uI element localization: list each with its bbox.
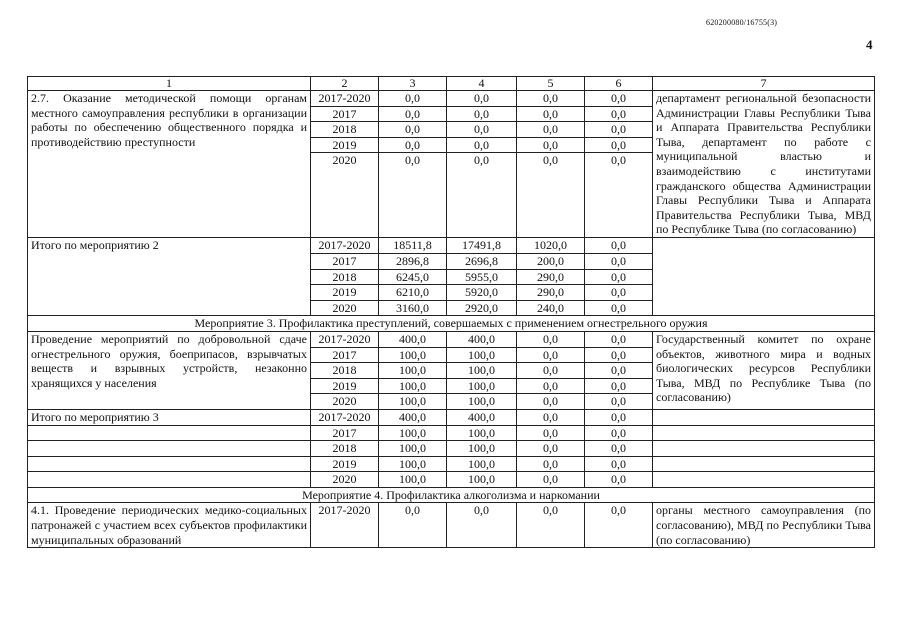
total_3-row-4-c4: 100,0 [447, 472, 517, 488]
total-2-label: Итого по мероприятию 2 [28, 238, 311, 316]
block_2_7-row-2-c4: 0,0 [447, 122, 517, 138]
section_3-row-3-c4: 100,0 [447, 378, 517, 394]
total_2-row-0-c5: 1020,0 [517, 238, 585, 254]
block_2_7-row-4-c4: 0,0 [447, 153, 517, 238]
total_3-row-1-c5: 0,0 [517, 425, 585, 441]
measure-3-description: Проведение мероприятий по добровольной сдаче огнестрельного оружия, боеприпасов, взрывчатых веществ и взрывных устройств, незаконно хранящихся у населения [28, 331, 311, 409]
section_3-row-2-c3: 100,0 [379, 363, 447, 379]
total_2-row-3-c4: 5920,0 [447, 285, 517, 301]
total_3-row-0-period: 2017-2020 [311, 409, 379, 425]
total_3-row-3-period: 2019 [311, 456, 379, 472]
header-col-4: 4 [447, 77, 517, 91]
total_2-row-4-c4: 2920,0 [447, 300, 517, 316]
total_3-executor-empty-2 [653, 441, 875, 457]
section_3-row [28, 331, 875, 347]
total_3-row-1-c4: 100,0 [447, 425, 517, 441]
total_2-row-4-c3: 3160,0 [379, 300, 447, 316]
total_2-row-1-c5: 200,0 [517, 253, 585, 269]
total_2-row-4-c6: 0,0 [585, 300, 653, 316]
total_3-row-0-c6: 0,0 [585, 409, 653, 425]
total_2-row-4-period: 2020 [311, 300, 379, 316]
section_3-row-1-c4: 100,0 [447, 347, 517, 363]
block_2_7-row-0-c3: 0,0 [379, 91, 447, 107]
section-3-title: Мероприятие 3. Профилактика преступлений, совершаемых с применением огнестрельного оружия [28, 316, 875, 332]
total_2-row-2-c4: 5955,0 [447, 269, 517, 285]
block_2_7-row-3-c3: 0,0 [379, 137, 447, 153]
section_3-row-0-c3: 400,0 [379, 331, 447, 347]
total_2-row-0-period: 2017-2020 [311, 238, 379, 254]
block_2_7-row-1-c6: 0,0 [585, 106, 653, 122]
total_3-row-1-period: 2017 [311, 425, 379, 441]
total_3-row-2-c3: 100,0 [379, 441, 447, 457]
header-col-6: 6 [585, 77, 653, 91]
block_2_7-row-3-period: 2019 [311, 137, 379, 153]
block_2_7-row-1-c5: 0,0 [517, 106, 585, 122]
total_3-row [28, 441, 875, 457]
total_2-row [28, 238, 875, 254]
block_2_7-row-4-period: 2020 [311, 153, 379, 238]
block_2_7-row-0-c4: 0,0 [447, 91, 517, 107]
section_3-row-3-c6: 0,0 [585, 378, 653, 394]
section-4-row [28, 487, 875, 503]
block_2_7-row-1-c3: 0,0 [379, 106, 447, 122]
block_2_7-row-4-c6: 0,0 [585, 153, 653, 238]
total_3-row-1-c6: 0,0 [585, 425, 653, 441]
header-col-5: 5 [517, 77, 585, 91]
total_2-row-0-c4: 17491,8 [447, 238, 517, 254]
block_2_7-row-0-c5: 0,0 [517, 91, 585, 107]
block_2_7-row-1-c4: 0,0 [447, 106, 517, 122]
total_3-row-0-c3: 400,0 [379, 409, 447, 425]
section_3-row-4-c4: 100,0 [447, 394, 517, 410]
measure-4-1-c5: 0,0 [517, 503, 585, 548]
total_2-row-0-c3: 18511,8 [379, 238, 447, 254]
program-table [27, 76, 875, 548]
total_3-row-4-c5: 0,0 [517, 472, 585, 488]
total_3-row-3-c4: 100,0 [447, 456, 517, 472]
total_3-row-3-c5: 0,0 [517, 456, 585, 472]
block_2_7-row-0-period: 2017-2020 [311, 91, 379, 107]
header-col-3: 3 [379, 77, 447, 91]
block_2_7-row-2-c6: 0,0 [585, 122, 653, 138]
total_3-row [28, 425, 875, 441]
page-number: 4 [866, 37, 873, 52]
section_3-row-1-c5: 0,0 [517, 347, 585, 363]
total-3-label-empty-4 [28, 472, 311, 488]
block_2_7-row-4-c3: 0,0 [379, 153, 447, 238]
measure-4-1-period: 2017-2020 [311, 503, 379, 548]
measure-4-1-executor: органы местного самоуправления (по согласованию), МВД по Республики Тыва (по согласованию) [653, 503, 875, 548]
section_3-row-1-c6: 0,0 [585, 347, 653, 363]
block_2_7-row-2-c3: 0,0 [379, 122, 447, 138]
measure-2-7-description: 2.7. Оказание методической помощи органам местного самоуправления республики в организации работы по обеспечению общественного порядка и противодействию преступности [28, 91, 311, 238]
total_3-executor-empty-4 [653, 472, 875, 488]
header-col-2: 2 [311, 77, 379, 91]
total_2-row-1-c4: 2696,8 [447, 253, 517, 269]
block_2_7-row-3-c5: 0,0 [517, 137, 585, 153]
measure-3-executor: Государственный комитет по охране объектов, животного мира и водных биологических ресурсов Республики Тыва, МВД по Республике Тыва (по согласованию) [653, 331, 875, 409]
block_2_7-row-1-period: 2017 [311, 106, 379, 122]
total_2-row-3-c5: 290,0 [517, 285, 585, 301]
section_3-row-0-c6: 0,0 [585, 331, 653, 347]
section_3-row-2-c6: 0,0 [585, 363, 653, 379]
section_3-row-0-c5: 0,0 [517, 331, 585, 347]
measure-4-1-description: 4.1. Проведение периодических медико-социальных патронажей с участием всех субъектов профилактики муниципальных образований [28, 503, 311, 548]
block_2_7-row-0-c6: 0,0 [585, 91, 653, 107]
measure-4-1-row [28, 503, 875, 548]
total_3-executor-empty-3 [653, 456, 875, 472]
total_2-row-3-period: 2019 [311, 285, 379, 301]
block_2_7-row [28, 91, 875, 107]
total_3-executor-empty-1 [653, 425, 875, 441]
measure-4-1-c6: 0,0 [585, 503, 653, 548]
total_2-row-2-period: 2018 [311, 269, 379, 285]
block_2_7-row-3-c6: 0,0 [585, 137, 653, 153]
measure-4-1-c3: 0,0 [379, 503, 447, 548]
measure-2-7-executor: департамент региональной безопасности Администрации Главы Республики Тыва и Аппарата Правительства Республики Тыва, департамент по работе с муниципальной властью и взаимодействию с институтами гражданского общества Администрации Главы Республики Тыва и Аппарата Правительства Республики Тыва, МВД по Республике Тыва (по согласованию) [653, 91, 875, 238]
total_3-executor-empty-0 [653, 409, 875, 425]
total_3-row-0-c4: 400,0 [447, 409, 517, 425]
total_2-row-1-c6: 0,0 [585, 253, 653, 269]
total_3-row-4-c6: 0,0 [585, 472, 653, 488]
total_2-row-2-c6: 0,0 [585, 269, 653, 285]
section_3-row-0-c4: 400,0 [447, 331, 517, 347]
block_2_7-row-4-c5: 0,0 [517, 153, 585, 238]
total_3-row-4-period: 2020 [311, 472, 379, 488]
total_3-row-0-c5: 0,0 [517, 409, 585, 425]
header-col-1: 1 [28, 77, 311, 91]
section-4-title: Мероприятие 4. Профилактика алкоголизма и наркомании [28, 487, 875, 503]
section_3-row-1-c3: 100,0 [379, 347, 447, 363]
block_2_7-row-3-c4: 0,0 [447, 137, 517, 153]
section_3-row-4-c3: 100,0 [379, 394, 447, 410]
header-row [28, 77, 875, 91]
total-3-label-empty-3 [28, 456, 311, 472]
section_3-row-1-period: 2017 [311, 347, 379, 363]
total-3-label-empty-1 [28, 425, 311, 441]
total_3-row-2-period: 2018 [311, 441, 379, 457]
section_3-row-2-c5: 0,0 [517, 363, 585, 379]
total_3-row [28, 456, 875, 472]
section_3-row-4-period: 2020 [311, 394, 379, 410]
total_2-row-3-c6: 0,0 [585, 285, 653, 301]
total_2-row-2-c5: 290,0 [517, 269, 585, 285]
total_3-row [28, 409, 875, 425]
total_3-row-3-c3: 100,0 [379, 456, 447, 472]
total-2-executor-empty [653, 238, 875, 316]
total-3-label: Итого по мероприятию 3 [28, 409, 311, 425]
section_3-row-3-c3: 100,0 [379, 378, 447, 394]
document-code: 620200080/16755(3) [706, 18, 778, 27]
total_2-row-2-c3: 6245,0 [379, 269, 447, 285]
total_3-row-4-c3: 100,0 [379, 472, 447, 488]
total_2-row-1-c3: 2896,8 [379, 253, 447, 269]
total_3-row-1-c3: 100,0 [379, 425, 447, 441]
total_2-row-1-period: 2017 [311, 253, 379, 269]
section_3-row-0-period: 2017-2020 [311, 331, 379, 347]
total_3-row-2-c6: 0,0 [585, 441, 653, 457]
section_3-row-3-c5: 0,0 [517, 378, 585, 394]
section_3-row-2-c4: 100,0 [447, 363, 517, 379]
block_2_7-row-2-c5: 0,0 [517, 122, 585, 138]
section-3-row [28, 316, 875, 332]
total_3-row-3-c6: 0,0 [585, 456, 653, 472]
total_3-row [28, 472, 875, 488]
section_3-row-2-period: 2018 [311, 363, 379, 379]
total_2-row-4-c5: 240,0 [517, 300, 585, 316]
section_3-row-4-c5: 0,0 [517, 394, 585, 410]
total_3-row-2-c5: 0,0 [517, 441, 585, 457]
section_3-row-3-period: 2019 [311, 378, 379, 394]
header-col-7: 7 [653, 77, 875, 91]
total_2-row-3-c3: 6210,0 [379, 285, 447, 301]
measure-4-1-c4: 0,0 [447, 503, 517, 548]
total-3-label-empty-2 [28, 441, 311, 457]
total_2-row-0-c6: 0,0 [585, 238, 653, 254]
section_3-row-4-c6: 0,0 [585, 394, 653, 410]
block_2_7-row-2-period: 2018 [311, 122, 379, 138]
total_3-row-2-c4: 100,0 [447, 441, 517, 457]
